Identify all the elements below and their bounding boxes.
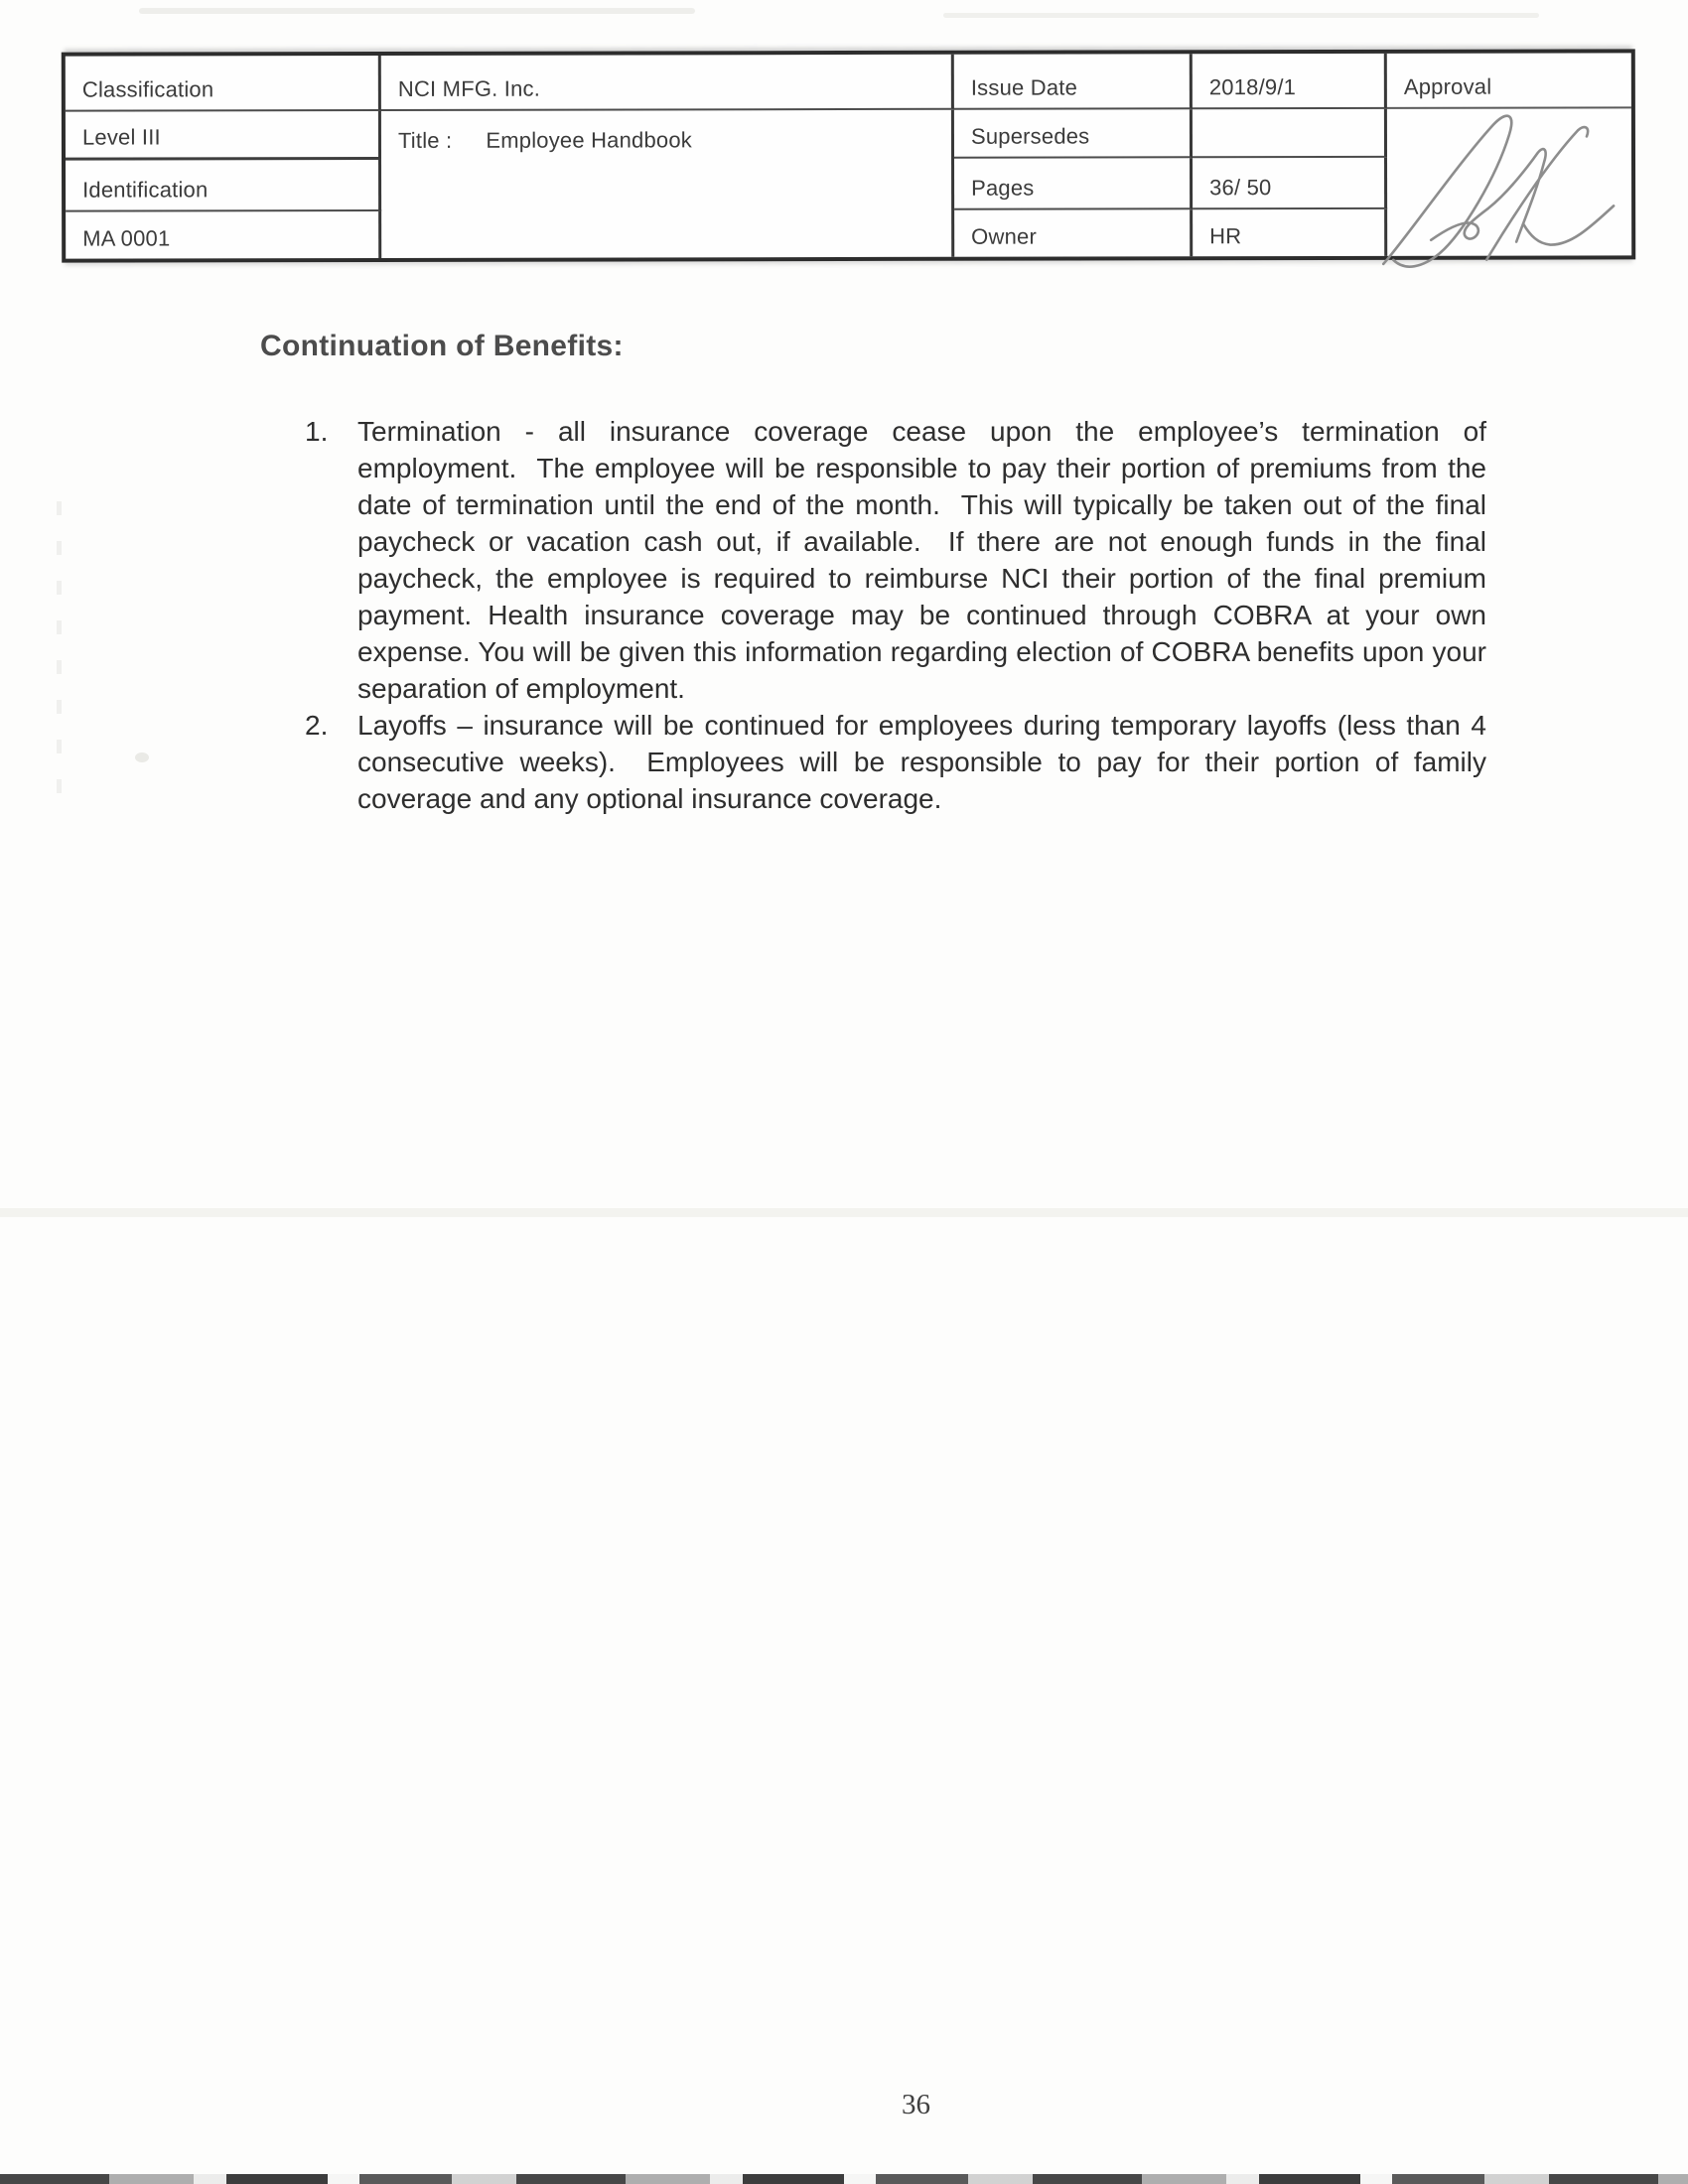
supersedes-label: Supersedes bbox=[970, 123, 1090, 149]
list-item bbox=[305, 707, 1494, 817]
page-number: 36 bbox=[902, 2089, 930, 2120]
scan-artifact bbox=[57, 501, 62, 799]
section-heading: Continuation of Benefits: bbox=[260, 330, 624, 362]
classification-label: Classification bbox=[81, 76, 214, 102]
approval-signature bbox=[1389, 102, 1627, 270]
company-name: NCI MFG. Inc. bbox=[397, 75, 541, 101]
classification-value: Level III bbox=[81, 124, 161, 150]
benefits-list bbox=[305, 413, 1494, 817]
owner-value: HR bbox=[1209, 223, 1242, 249]
identification-label-cell bbox=[66, 160, 381, 212]
supersedes-value-cell bbox=[1193, 109, 1387, 158]
classification-value-cell bbox=[66, 111, 381, 161]
approval-label: Approval bbox=[1403, 73, 1492, 99]
issue-date-value: 2018/9/1 bbox=[1208, 74, 1297, 100]
list-item-text: Termination - all insurance coverage cease upon the employee’s termination of employment. The employee will be responsible to pay their portion of premiums from the date of termination until the end of the month. This will typically be taken out of the final paycheck or vacation cash out, if available. If there are not enough funds in the final paycheck, the employee is required to reimburse NCI their portion of the final premium payment. Health insurance coverage may be continued through COBRA at your own expense. You will be given this information regarding election of COBRA benefits upon your separation of employment. bbox=[357, 416, 1494, 704]
classification-label-cell bbox=[66, 56, 381, 112]
identification-value-cell bbox=[66, 211, 381, 259]
title-cell bbox=[381, 110, 954, 258]
list-item-number: 2. bbox=[305, 710, 329, 741]
list-item bbox=[305, 413, 1494, 707]
scan-artifact bbox=[0, 2174, 1688, 2184]
issue-date-label-cell bbox=[954, 54, 1193, 110]
scan-artifact bbox=[135, 752, 149, 762]
pages-label-cell bbox=[954, 158, 1193, 210]
scan-artifact bbox=[0, 1208, 1688, 1217]
title-label: Title : bbox=[397, 127, 453, 153]
approval-label-cell bbox=[1387, 53, 1631, 109]
identification-value: MA 0001 bbox=[82, 225, 171, 251]
owner-value-cell bbox=[1193, 209, 1387, 256]
scan-artifact bbox=[139, 8, 695, 14]
pages-label: Pages bbox=[971, 175, 1035, 201]
list-item-number: 1. bbox=[305, 416, 329, 447]
supersedes-label-cell bbox=[954, 109, 1193, 159]
document-control-table bbox=[62, 49, 1635, 262]
approval-signature-cell bbox=[1387, 108, 1631, 256]
owner-label: Owner bbox=[971, 223, 1037, 249]
owner-label-cell bbox=[954, 209, 1193, 257]
pages-value-cell bbox=[1193, 158, 1387, 209]
scan-artifact bbox=[943, 13, 1539, 18]
list-item-text: Layoffs – insurance will be continued for employees during temporary layoffs (less than 4 consecutive weeks). Employees will be responsible to pay for their portion of family coverage and any optional insurance coverage. bbox=[357, 710, 1494, 814]
title-value: Employee Handbook bbox=[486, 127, 693, 153]
identification-label: Identification bbox=[82, 177, 209, 203]
issue-date-value-cell bbox=[1193, 54, 1387, 109]
issue-date-label: Issue Date bbox=[970, 74, 1078, 100]
company-cell bbox=[381, 55, 954, 111]
pages-value: 36/ 50 bbox=[1209, 175, 1272, 201]
